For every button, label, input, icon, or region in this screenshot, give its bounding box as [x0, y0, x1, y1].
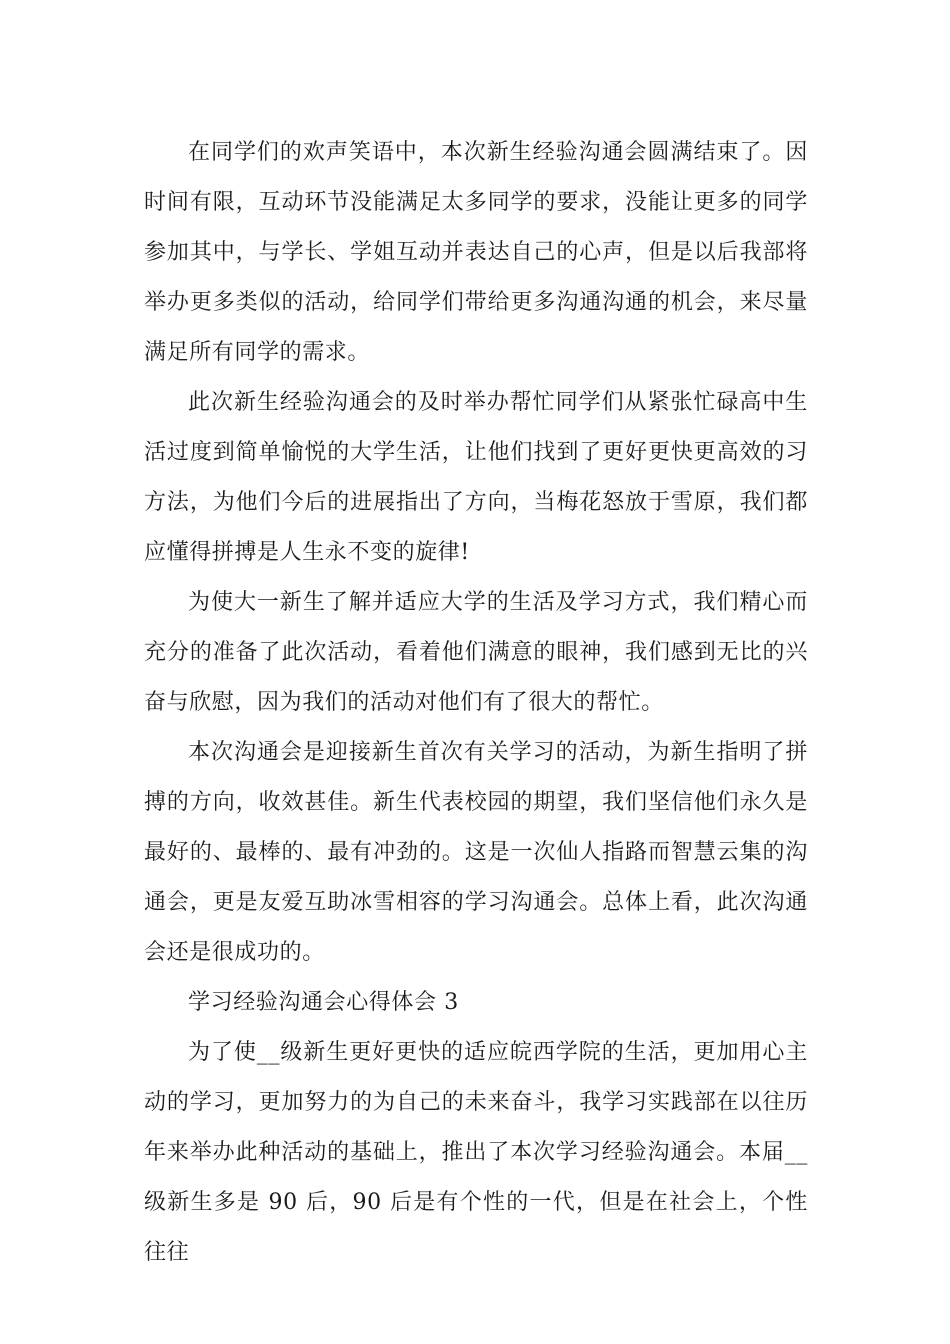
paragraph-section-intro: 为了使__级新生更好更快的适应皖西学院的生活，更加用心主动的学习，更加努力的为自己的未来奋斗，我学习实践部在以往历年来举办此种活动的基础上，推出了本次学习经验沟通会。本届__级新生多是 90 后，90 后是有个性的一代，但是在社会上，个性往往	[144, 1040, 808, 1265]
paragraph-preparation: 为使大一新生了解并适应大学的生活及学习方式，我们精心而充分的准备了此次活动，看着他们满意的眼神，我们感到无比的兴奋与欣慰，因为我们的活动对他们有了很大的帮忙。	[144, 590, 808, 715]
paragraph-event-significance: 此次新生经验沟通会的及时举办帮忙同学们从紧张忙碌高中生活过度到简单愉悦的大学生活，让他们找到了更好更快更高效的习方法，为他们今后的进展指出了方向，当梅花怒放于雪原，我们都应懂得拼搏是人生永不变的旋律!	[144, 390, 808, 565]
document-body	[144, 128, 808, 1278]
paragraph-summary: 本次沟通会是迎接新生首次有关学习的活动，为新生指明了拼搏的方向，收效甚佳。新生代表校园的期望，我们坚信他们永久是最好的、最棒的、最有冲劲的。这是一次仙人指路而智慧云集的沟通会，更是友爱互助冰雪相容的学习沟通会。总体上看，此次沟通会还是很成功的。	[144, 740, 808, 965]
section-heading: 学习经验沟通会心得体会 3	[188, 990, 459, 1015]
paragraph-closing-remarks: 在同学们的欢声笑语中，本次新生经验沟通会圆满结束了。因时间有限，互动环节没能满足太多同学的要求，没能让更多的同学参加其中，与学长、学姐互动并表达自己的心声，但是以后我部将举办更多类似的活动，给同学们带给更多沟通沟通的机会，来尽量满足所有同学的需求。	[144, 140, 808, 365]
